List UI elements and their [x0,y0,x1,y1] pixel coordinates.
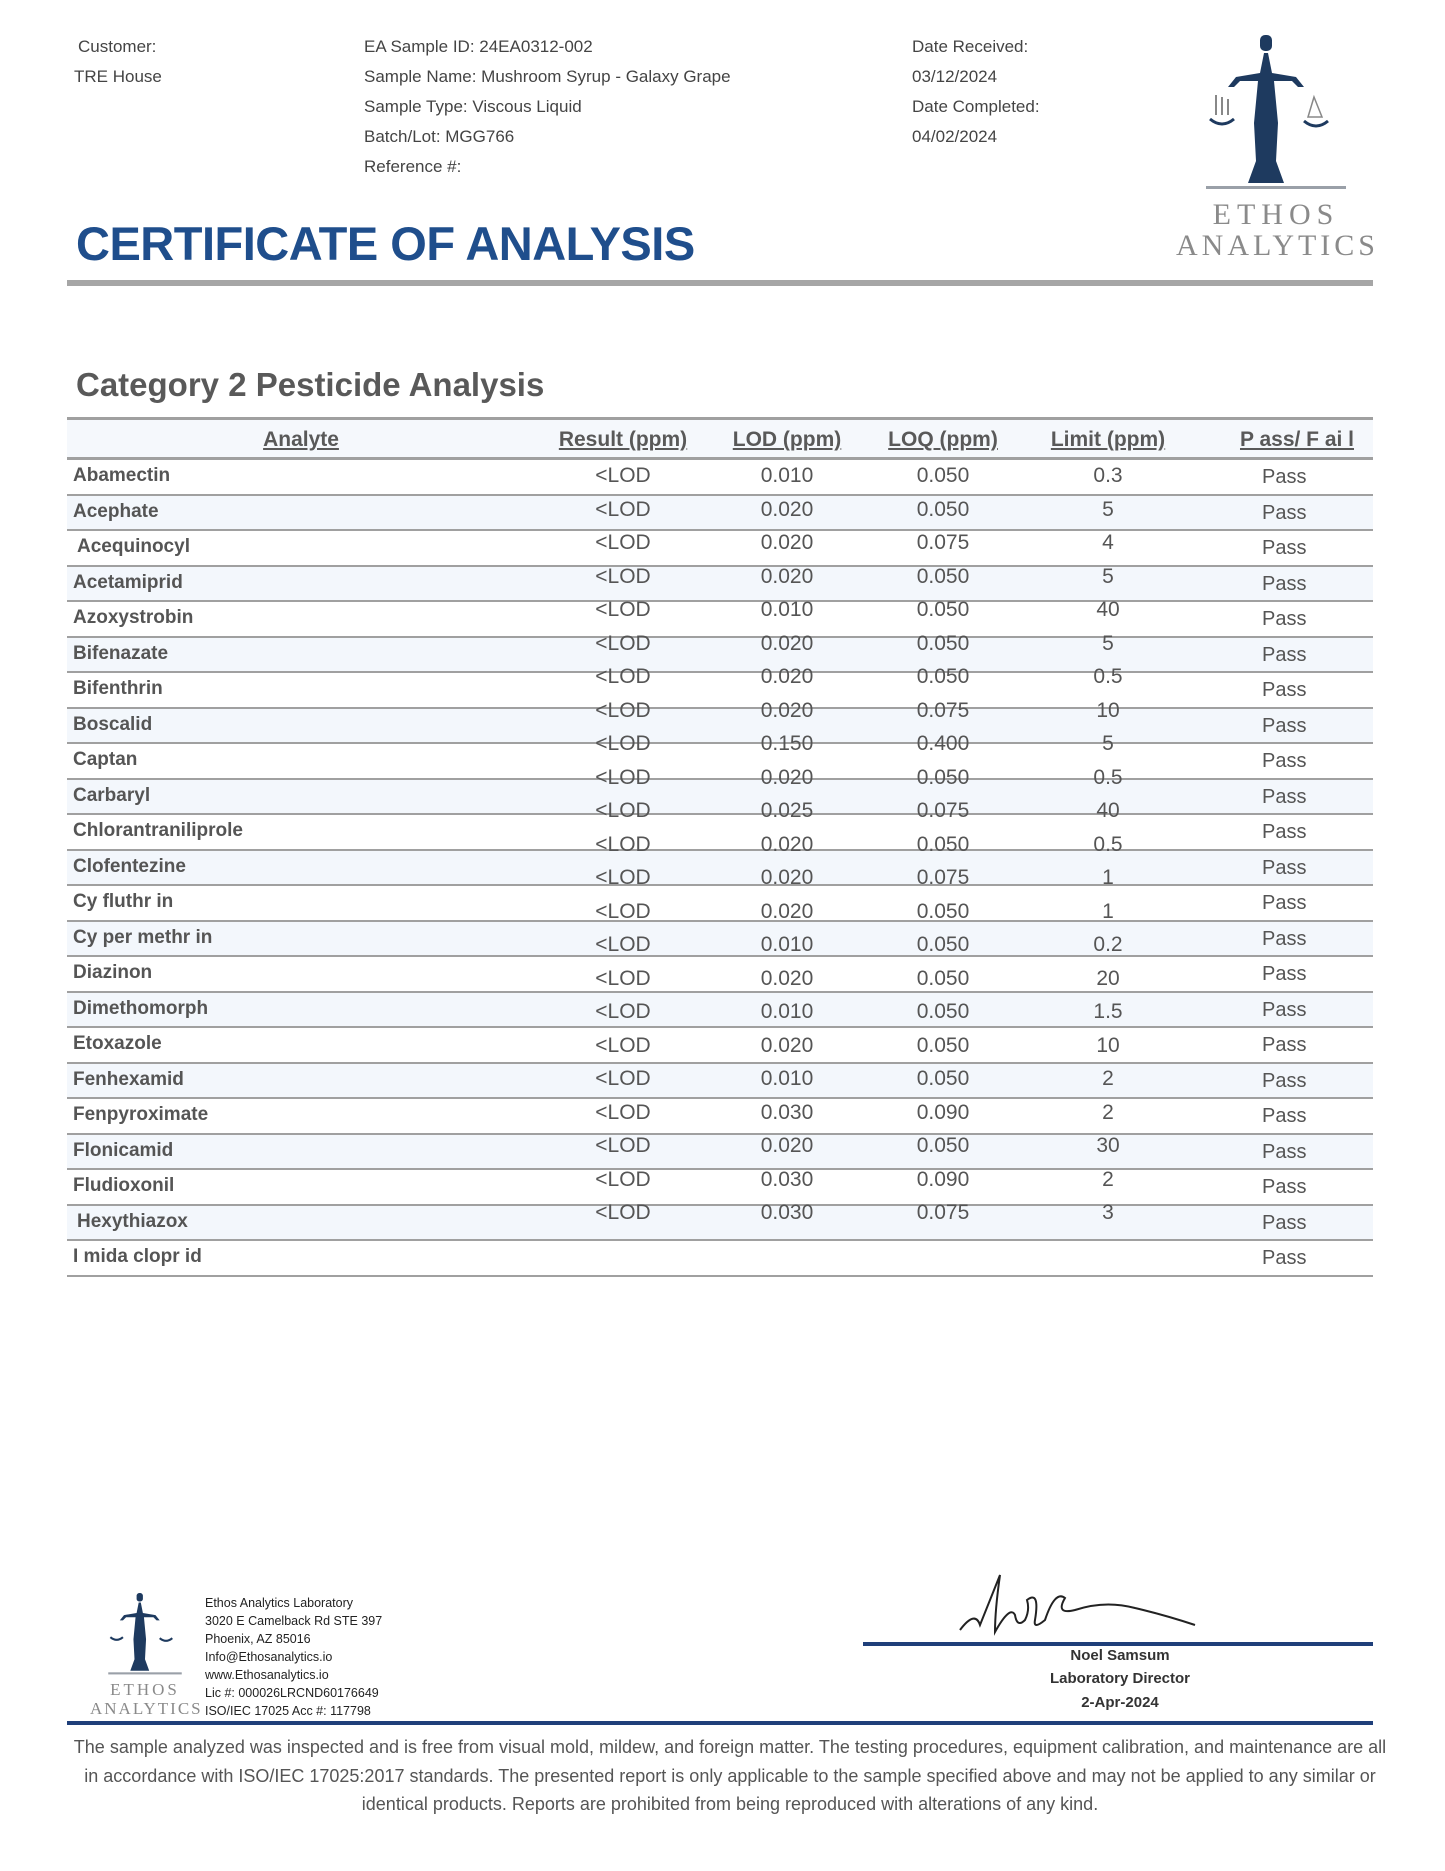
value-row [67,799,1373,833]
lab-license: Lic #: 000026LRCND60176649 [205,1686,379,1700]
value-row [67,1034,1373,1068]
limit-value: 40 [1096,799,1120,822]
loq-value: 0.050 [916,1134,970,1157]
result-value: <LOD [595,732,651,755]
pass-fail-value: Pass [1262,643,1307,666]
title-divider [67,280,1373,286]
signature-date: 2-Apr-2024 [1081,1694,1159,1711]
result-value: <LOD [595,464,651,487]
lod-value: 0.020 [760,531,814,554]
lod-value: 0.020 [760,899,814,923]
pass-fail-value: Pass [1262,466,1307,488]
signature-image [955,1570,1255,1640]
analyte-name: Acequinocyl [77,536,190,557]
pass-fail-value: Pass [1262,1176,1307,1198]
result-value: <LOD [595,531,651,554]
limit-value: 30 [1096,1134,1120,1157]
pass-fail-value: Pass [1262,1140,1307,1163]
lab-accreditation: ISO/IEC 17025 Acc #: 117798 [205,1704,371,1718]
result-value: <LOD [595,1201,651,1224]
customer-label: Customer: [78,37,157,56]
loq-value: 0.050 [916,1067,970,1090]
analyte-name: Acetamiprid [73,571,183,593]
ethos-logo-small: ETHOS ANALYTICS [90,1592,200,1719]
loq-value: 0.050 [916,598,970,621]
sample-id: EA Sample ID: 24EA0312-002 [364,37,593,56]
signature-line [863,1642,1373,1646]
loq-value: 0.050 [916,564,970,588]
analyte-name: Hexythiazox [77,1210,188,1232]
lod-value: 0.030 [760,1100,814,1124]
result-value: <LOD [595,899,651,923]
loq-value: 0.050 [916,464,970,487]
batch-lot: Batch/Lot: MGG766 [364,127,515,146]
date-received-label: Date Received: [912,37,1029,56]
scales-figure-icon [90,1592,200,1676]
result-value: <LOD [595,1033,651,1057]
pass-fail-value: Pass [1262,1034,1307,1056]
lod-value: 0.030 [760,1167,814,1191]
section-title: Category 2 Pesticide Analysis [76,366,545,403]
analyte-name: Azoxystrobin [73,607,194,628]
value-row [67,531,1373,565]
value-row [67,665,1373,699]
col-analyte: Analyte [263,428,339,451]
pass-fail-value: Pass [1262,608,1307,630]
pass-fail-value: Pass [1262,927,1307,950]
value-row [67,699,1373,733]
loq-value: 0.050 [916,966,970,990]
pass-fail-value: Pass [1262,892,1307,914]
value-row [67,766,1373,800]
limit-value: 5 [1102,564,1114,588]
lab-email: Info@Ethosanalytics.io [205,1650,333,1664]
col-result: Result (ppm) [558,428,688,451]
result-value: <LOD [595,1000,651,1023]
ethos-logo: ETHOS ANALYTICS [1176,33,1376,265]
value-row [67,1168,1373,1202]
pass-fail-value: Pass [1262,1247,1307,1269]
loq-value: 0.050 [916,765,970,789]
pass-fail-value: Pass [1262,750,1307,772]
loq-value: 0.050 [916,665,970,688]
limit-value: 0.5 [1093,832,1123,856]
lab-city: Phoenix, AZ 85016 [205,1632,311,1646]
analyte-name: Etoxazole [73,1033,162,1054]
col-limit: Limit (ppm) [1050,428,1166,451]
analyte-name: Acephate [73,500,159,522]
loq-value: 0.075 [916,866,970,889]
value-row [67,732,1373,766]
date-completed-label: Date Completed: [912,97,1040,116]
value-row [67,598,1373,632]
pass-fail-value: Pass [1262,501,1307,524]
lod-value: 0.020 [760,698,814,722]
result-value: <LOD [595,665,651,688]
limit-value: 0.5 [1093,665,1123,688]
scales-figure-icon [1176,33,1376,193]
pass-fail-value: Pass [1262,821,1307,843]
result-value: <LOD [595,832,651,856]
result-value: <LOD [595,866,651,889]
limit-value: 2 [1102,1167,1114,1191]
pass-fail-value: Pass [1262,714,1307,737]
loq-value: 0.050 [916,631,970,655]
limit-value: 1 [1102,899,1114,923]
loq-value: 0.090 [916,1167,970,1191]
value-row [67,565,1373,599]
limit-value: 1.5 [1093,1000,1123,1023]
loq-value: 0.400 [916,732,970,755]
result-value: <LOD [595,1134,651,1157]
value-row [67,464,1373,498]
loq-value: 0.050 [916,899,970,923]
limit-value: 0.2 [1093,933,1123,956]
lod-value: 0.020 [760,631,814,655]
lod-value: 0.025 [760,799,814,822]
analyte-name: Dimethomorph [73,997,209,1019]
sample-type: Sample Type: Viscous Liquid [364,97,582,116]
limit-value: 2 [1102,1100,1114,1124]
limit-value: 0.5 [1093,765,1123,789]
limit-value: 3 [1102,1201,1114,1224]
lod-value: 0.020 [760,966,814,990]
loq-value: 0.090 [916,1100,970,1124]
pass-fail-value: Pass [1262,1069,1307,1092]
result-value: <LOD [595,799,651,822]
loq-value: 0.050 [916,933,970,956]
result-value: <LOD [595,497,651,521]
lab-name: Ethos Analytics Laboratory [205,1596,353,1610]
lod-value: 0.010 [760,1000,814,1023]
disclaimer: The sample analyzed was inspected and is free from visual mold, mildew, and foreign matter. The testing procedures, equipment calibration, and maintenance are all in accordance with ISO/IEC 17025:2017 standards. The presented report is only applicable to the sample specified above and may not be applied to any similar or identical products. Reports are prohibited from being reproduced with alterations of any kind. [73,1737,1387,1814]
document-title: CERTIFICATE OF ANALYSIS [76,217,695,270]
pass-fail-value: Pass [1262,679,1307,701]
result-value: <LOD [595,966,651,990]
analyte-name: Bifenthrin [73,678,163,699]
limit-value: 4 [1102,531,1114,554]
value-row [67,632,1373,666]
reference: Reference #: [364,157,462,176]
result-value: <LOD [595,1067,651,1090]
lod-value: 0.020 [760,832,814,856]
lod-value: 0.020 [760,866,814,889]
result-value: <LOD [595,598,651,621]
limit-value: 0.3 [1093,464,1123,487]
loq-value: 0.050 [916,832,970,856]
lod-value: 0.020 [760,665,814,688]
analyte-name: Chlorantraniliprole [73,820,243,841]
limit-value: 5 [1102,732,1114,755]
footer-divider [67,1721,1373,1725]
sample-name: Sample Name: Mushroom Syrup - Galaxy Grape [364,67,731,86]
value-row [67,1134,1373,1168]
loq-value: 0.075 [916,1201,970,1224]
lod-value: 0.020 [760,1134,814,1157]
pass-fail-value: Pass [1262,998,1307,1021]
lab-street: 3020 E Camelback Rd STE 397 [205,1614,383,1628]
table-header [67,417,1373,460]
analyte-name: Fenpyroximate [73,1104,209,1125]
lod-value: 0.020 [760,765,814,789]
value-row [67,933,1373,967]
value-row [67,1101,1373,1135]
date-completed: 04/02/2024 [912,127,998,146]
analyte-name: Cy fluthr in [73,891,174,912]
value-row [67,833,1373,867]
result-value: <LOD [595,631,651,655]
table-row [67,1241,1373,1277]
loq-value: 0.050 [916,1000,970,1023]
pass-fail-value: Pass [1262,572,1307,595]
analyte-name: Flonicamid [73,1139,174,1161]
result-value: <LOD [595,564,651,588]
analyte-name: Fludioxonil [73,1175,175,1196]
result-value: <LOD [595,698,651,722]
pass-fail-value: Pass [1262,785,1307,808]
value-row [67,498,1373,532]
col-loq: LOQ (ppm) [888,428,998,451]
date-received: 03/12/2024 [912,67,998,86]
lab-address [205,1594,382,1720]
analyte-name: Clofentezine [73,855,186,877]
pass-fail-value: Pass [1262,963,1307,985]
pass-fail-column [1262,460,1342,1277]
result-value: <LOD [595,1167,651,1191]
pass-fail-value: Pass [1262,1211,1307,1234]
lod-value: 0.020 [760,564,814,588]
limit-value: 5 [1102,497,1114,521]
value-row [67,997,1373,1034]
analyte-name: Fenhexamid [73,1068,184,1090]
analyte-name: Cy per methr in [73,926,213,948]
analyte-name: I mida clopr id [73,1246,202,1267]
signer-name: Noel Samsum [1070,1647,1170,1664]
lod-value: 0.010 [760,598,814,621]
value-row [67,967,1373,1001]
analyte-name: Carbaryl [73,784,151,806]
limit-value: 20 [1096,966,1120,990]
lod-value: 0.020 [760,497,814,521]
lod-value: 0.010 [760,1067,814,1090]
value-row [67,1067,1373,1101]
lod-value: 0.020 [760,1033,814,1057]
analyte-name: Bifenazate [73,642,169,664]
value-row [67,1201,1373,1235]
value-row [67,900,1373,934]
lod-value: 0.030 [760,1201,814,1224]
lod-value: 0.150 [760,732,814,755]
analyte-name: Boscalid [73,713,153,735]
result-value: <LOD [595,1100,651,1124]
pass-fail-value: Pass [1262,856,1307,879]
result-value: <LOD [595,933,651,956]
col-lod: LOD (ppm) [732,428,842,451]
lab-website: www.Ethosanalytics.io [205,1668,329,1682]
lod-value: 0.010 [760,933,814,956]
pass-fail-value: Pass [1262,537,1307,559]
analyte-name: Abamectin [73,465,171,486]
limit-value: 10 [1096,1033,1120,1057]
loq-value: 0.075 [916,698,970,722]
limit-value: 5 [1102,631,1114,655]
limit-value: 1 [1102,866,1114,889]
lod-value: 0.010 [760,464,814,487]
result-value: <LOD [595,765,651,789]
pass-fail-value: Pass [1262,1105,1307,1127]
loq-value: 0.050 [916,497,970,521]
loq-value: 0.075 [916,799,970,822]
value-row [67,866,1373,900]
customer-value: TRE House [74,67,162,86]
loq-value: 0.050 [916,1033,970,1057]
loq-value: 0.075 [916,531,970,554]
limit-value: 10 [1096,698,1120,722]
col-pass-fail: P ass/ F ai l [1239,428,1355,451]
analyte-name: Captan [73,749,138,770]
limit-value: 40 [1096,598,1120,621]
limit-value: 2 [1102,1067,1114,1090]
signer-role: Laboratory Director [1049,1670,1191,1687]
analyte-name: Diazinon [73,962,153,983]
